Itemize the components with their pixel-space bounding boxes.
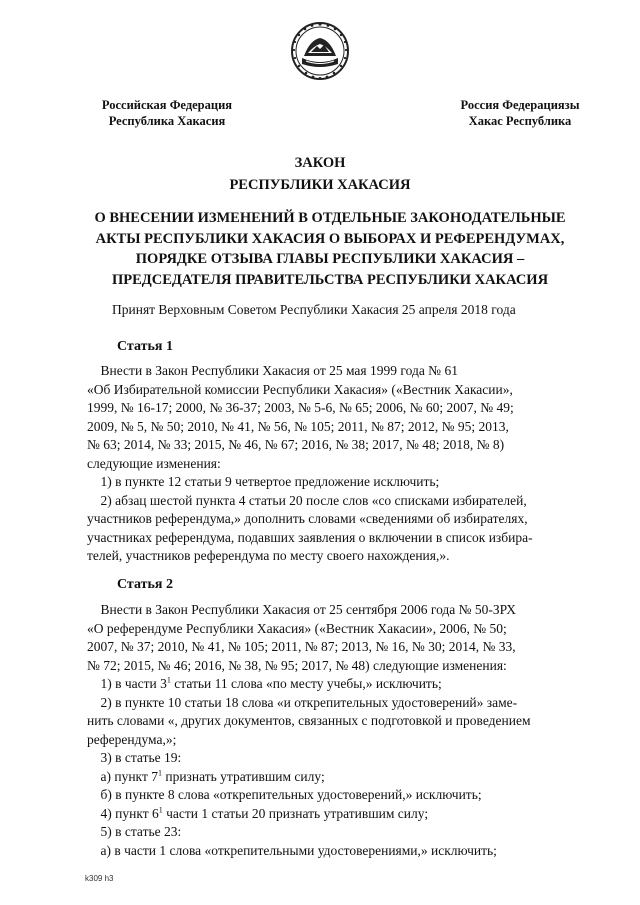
- text-line: телей, участников референдума по месту своего нахождения,».: [87, 548, 450, 563]
- text-line: «Об Избирательной комиссии Республики Хакасия» («Вестник Хакасии»,: [87, 381, 513, 397]
- article-1-heading: Статья 1: [117, 339, 173, 354]
- text-line: [87, 675, 583, 694]
- text-line: 2007, № 37; 2010, № 41, № 105; 2011, № 87; 2013, № 16, № 30; 2014, № 33,: [87, 639, 516, 654]
- text-line: № 72; 2015, № 46; 2016, № 38, № 95; 2017, № 48) следующие изменения:: [87, 657, 507, 673]
- article-2-heading: Статья 2: [117, 577, 173, 592]
- text-line: а) в части 1 слова «открепительными удостоверениями,» исключить;: [87, 842, 497, 858]
- text-line: «О референдуме Республики Хакасия» («Вестник Хакасии», 2006, № 50;: [87, 620, 507, 636]
- text-line: 2) абзац шестой пункта 4 статьи 20 после слов «со списками избирателей,: [87, 492, 527, 508]
- header-left-country: Российская Федерация: [101, 98, 233, 112]
- subject-line: ПРЕДСЕДАТЕЛЯ ПРАВИТЕЛЬСТВА РЕСПУБЛИКИ ХАКАСИЯ: [111, 271, 549, 288]
- header-left-republic: Республика Хакасия: [108, 114, 226, 128]
- header-left: [82, 97, 252, 129]
- document-type-title: ЗАКОН: [294, 155, 346, 171]
- text-line: [87, 805, 583, 824]
- text-line: № 63; 2014, № 33; 2015, № 46, № 67; 2016, № 38; 2017, № 48; 2018, № 8): [87, 437, 505, 452]
- subject-line: О ВНЕСЕНИИ ИЗМЕНЕНИЙ В ОТДЕЛЬНЫЕ ЗАКОНОДАТЕЛЬНЫЕ: [94, 210, 566, 226]
- superscript: 1: [158, 805, 163, 814]
- text-fragment: а) пункт 7: [87, 768, 158, 784]
- text-line: [87, 768, 583, 787]
- text-fragment: части 1 статьи 20 признать утратившим силу;: [162, 805, 429, 821]
- subject-line: ПОРЯДКЕ ОТЗЫВА ГЛАВЫ РЕСПУБЛИКИ ХАКАСИЯ –: [135, 251, 525, 267]
- text-line: нить словами «, других документов, связанных с подготовкой и проведением: [87, 713, 531, 728]
- header-right: [440, 97, 600, 129]
- adoption-statement: Принят Верховным Советом Республики Хакасия 25 апреля 2018 года: [112, 302, 516, 317]
- text-line: участников референдума,» дополнить словами «сведениями об избирателях,: [87, 511, 528, 526]
- text-fragment: статьи 11 слова «по месту учебы,» исключить;: [170, 676, 442, 691]
- header-right-republic: Хакас Республика: [468, 114, 572, 128]
- law-subject-title: [60, 208, 600, 290]
- header-right-country: Россия Федерациязы: [460, 98, 580, 112]
- text-line: следующие изменения:: [87, 455, 221, 471]
- superscript: 1: [157, 768, 162, 777]
- article-1-body: [87, 362, 583, 566]
- coat-of-arms-emblem: [290, 20, 350, 82]
- text-fragment: признать утратившим силу;: [161, 768, 325, 784]
- text-line: 5) в статье 23:: [87, 824, 182, 839]
- text-fragment: 4) пункт 6: [87, 805, 159, 821]
- text-line: 1999, № 16-17; 2000, № 36-37; 2003, № 5-6, № 65; 2006, № 60; 2007, № 49;: [87, 400, 514, 415]
- text-line: 2) в пункте 10 статьи 18 слова «и открепительных удостоверений» заме-: [87, 694, 518, 710]
- article-2-body: [87, 601, 583, 860]
- text-line: участниках референдума, подавших заявления о включении в список избира-: [87, 529, 533, 545]
- subject-line: АКТЫ РЕСПУБЛИКИ ХАКАСИЯ О ВЫБОРАХ И РЕФЕРЕНДУМАХ,: [95, 230, 565, 247]
- document-issuer-title: РЕСПУБЛИКИ ХАКАСИЯ: [229, 177, 411, 193]
- text-line: 3) в статье 19:: [87, 750, 182, 765]
- text-line: б) в пункте 8 слова «открепительных удостоверений,» исключить;: [87, 787, 482, 802]
- text-line: 1) в пункте 12 статьи 9 четвертое предложение исключить;: [87, 474, 440, 489]
- document-code-footer: k309 h3: [85, 874, 114, 883]
- text-fragment: 1) в части 3: [87, 676, 167, 691]
- text-line: 2009, № 5, № 50; 2010, № 41, № 56, № 105; 2011, № 87; 2012, № 95; 2013,: [87, 418, 509, 434]
- superscript: 1: [166, 675, 171, 685]
- text-line: Внести в Закон Республики Хакасия от 25 сентября 2006 года № 50-ЗРХ: [87, 602, 516, 617]
- text-line: Внести в Закон Республики Хакасия от 25 мая 1999 года № 61: [87, 363, 458, 378]
- text-line: референдума,»;: [87, 731, 177, 747]
